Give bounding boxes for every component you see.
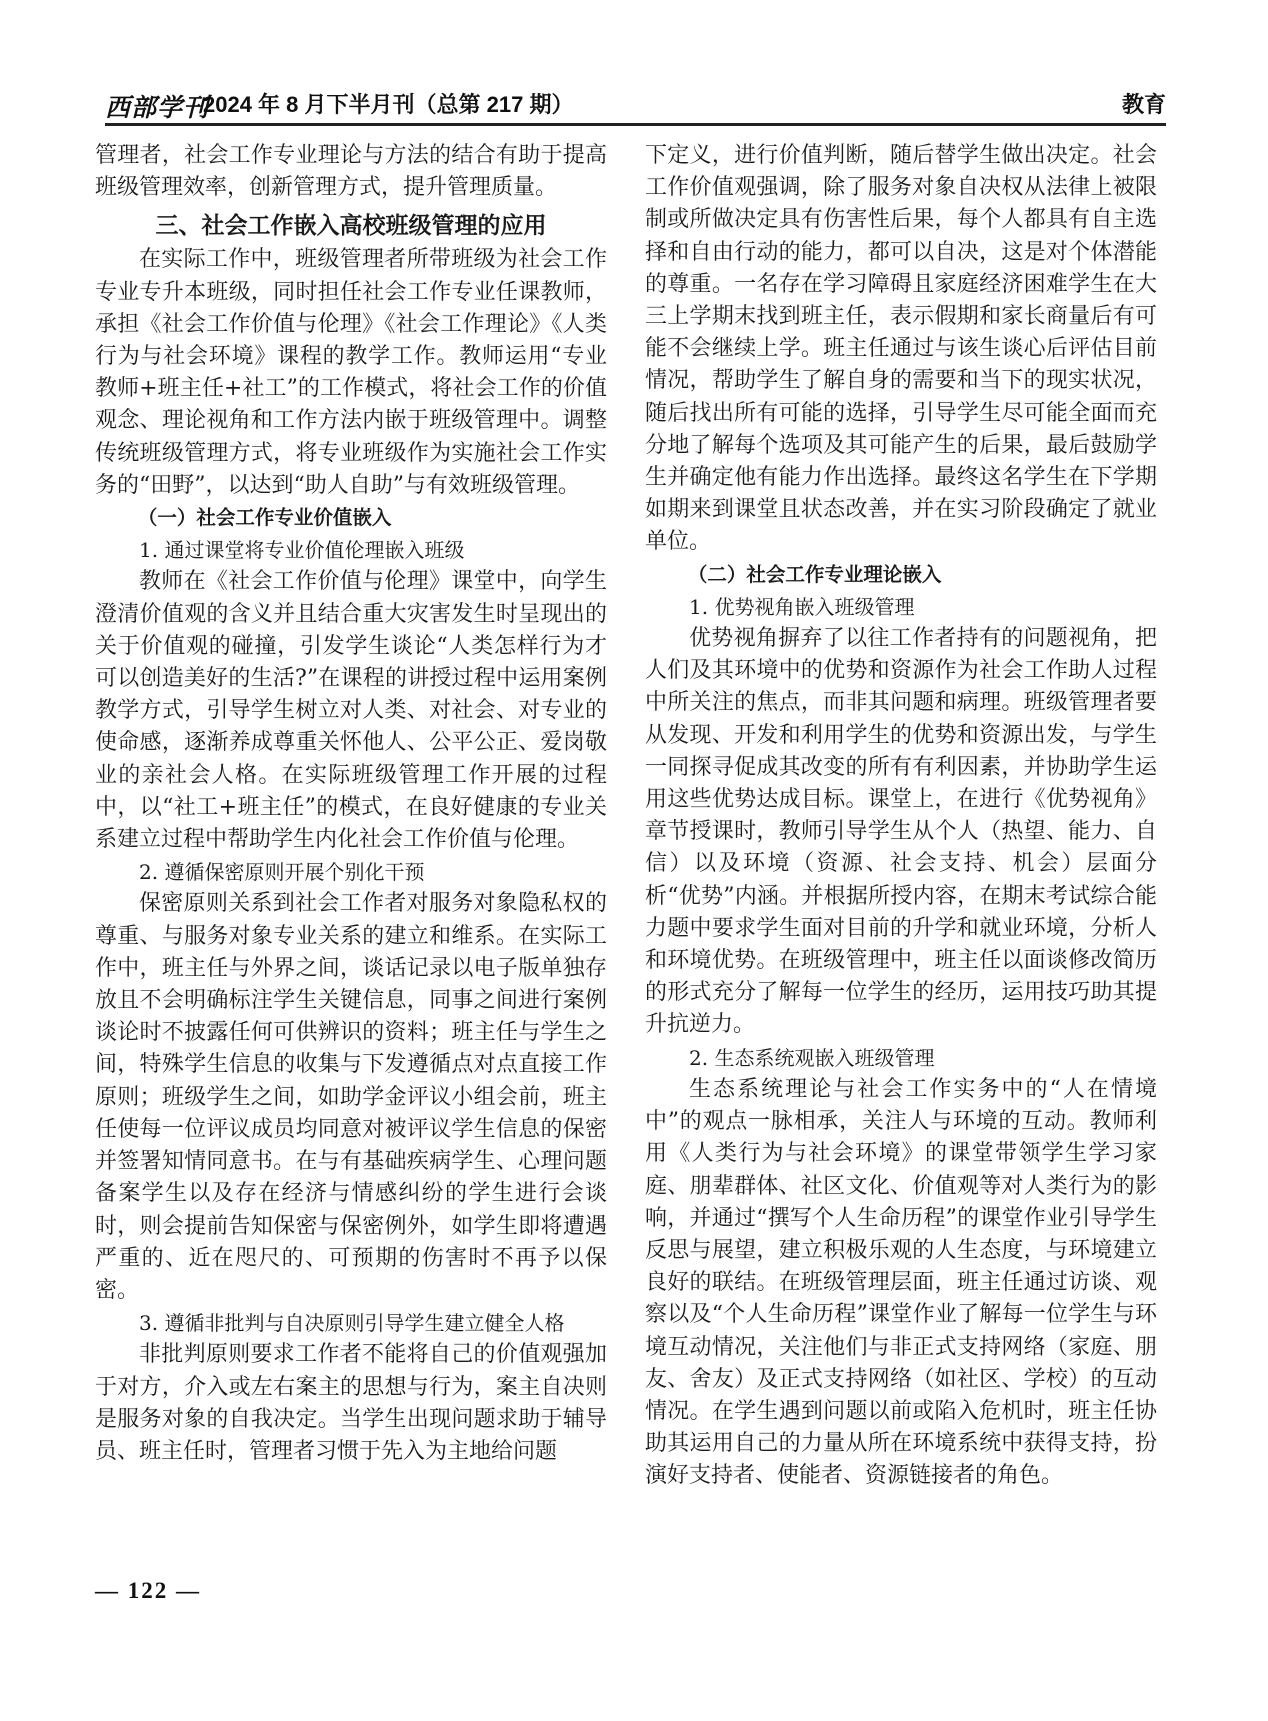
header-rule [105, 123, 1166, 126]
item-heading: 1. 优势视角嵌入班级管理 [689, 594, 915, 619]
paragraph: 下定义，进行价值判断，随后替学生做出决定。社会工作价值观强调，除了服务对象自决权从法律上被限制或所做决定具有伤害性后果，每个人都具有自主选择和自由行动的能力，都可以自决，这是对个体潜能的尊重。一名存在学习障碍且家庭经济困难学生在大三上学期末找到班主任，表示假期和家长商量后有可能不会继续上学。班主任通过与该生谈心后评估目前情况，帮助学生了解自身的需要和当下的现实状况，随后找出所有可能的选择，引导学生尽可能全面而充分地了解每个选项及其可能产生的后果，最后鼓励学生并确定他有能力作出选择。最终这名学生在下学期如期来到课堂且状态改善，并在实习阶段确定了就业单位。 [645, 143, 1157, 555]
paragraph: 非批判原则要求工作者不能将自己的价值观强加于对方，介入或左右案主的思想与行为，案主自决则是服务对象的自我决定。当学生出现问题求助于辅导员、班主任时，管理者习惯于先入为主地给问题 [95, 1342, 607, 1464]
item-heading: 1. 通过课堂将专业价值伦理嵌入班级 [139, 538, 465, 563]
subsection-heading: （二）社会工作专业理论嵌入 [687, 563, 942, 586]
paragraph: 优势视角摒弃了以往工作者持有的问题视角，把人们及其环境中的优势和资源作为社会工作助人过程中所关注的焦点，而非其问题和病理。班级管理者要从发现、开发和利用学生的优势和资源出发，与学生一同探寻促成其改变的所有有利因素，并协助学生运用这些优势达成目标。课堂上，在进行《优势视角》章节授课时，教师引导学生从个人（热望、能力、自信）以及环境（资源、社会支持、机会）层面分析“优势”内涵。并根据所授内容，在期末考试综合能力题中要求学生面对目前的升学和就业环境，分析人和环境优势。在班级管理中，班主任以面谈修改简历的形式充分了解每一位学生的经历，运用技巧助其提升抗逆力。 [645, 626, 1157, 1038]
item-heading: 3. 遵循非批判与自决原则引导学生建立健全人格 [139, 1311, 565, 1336]
paragraph: 管理者，社会工作专业理论与方法的结合有助于提高班级管理效率，创新管理方式，提升管理质量。 [95, 143, 607, 201]
page-header [105, 88, 1166, 122]
paragraph: 教师在《社会工作价值与伦理》课堂中，向学生澄清价值观的含义并且结合重大灾害发生时呈现出的关于价值观的碰撞，引发学生谈论“人类怎样行为才可以创造美好的生活?”在课程的讲授过程中运用案例教学方式，引导学生树立对人类、对社会、对专业的使命感，逐渐养成尊重关怀他人、公平公正、爱岗敬业的亲社会人格。在实际班级管理工作开展的过程中，以“社工+班主任”的模式，在良好健康的专业关系建立过程中帮助学生内化社会工作价值与伦理。 [95, 569, 607, 853]
right-column [645, 140, 1157, 1493]
page-number: — 122 — [95, 1578, 201, 1603]
paragraph: 生态系统理论与社会工作实务中的“人在情境中”的观点一脉相承，关注人与环境的互动。教师利用《人类行为与社会环境》的课堂带领学生学习家庭、朋辈群体、社区文化、价值观等对人类行为的影响，并通过“撰写个人生命历程”的课堂作业引导学生反思与展望，建立积极乐观的人生态度，与环境建立良好的联结。在班级管理层面，班主任通过访谈、观察以及“个人生命历程”课堂作业了解每一位学生与环境互动情况，关注他们与非正式支持网络（家庭、朋友、舍友）及正式支持网络（如社区、学校）的互动情况。在学生遇到问题以前或陷入危机时，班主任协助其运用自己的力量从所在环境系统中获得支持，扮演好支持者、使能者、资源链接者的角色。 [645, 1076, 1157, 1489]
left-column [95, 140, 607, 1468]
journal-logo: 西部学刊 [105, 93, 210, 122]
paragraph: 保密原则关系到社会工作者对服务对象隐私权的尊重、与服务对象专业关系的建立和维系。在实际工作中，班主任与外界之间，谈话记录以电子版单独存放且不会明确标注学生关键信息，同事之间进行案例谈论时不披露任何可供辨识的资料；班主任与学生之间，特殊学生信息的收集与下发遵循点对点直接工作原则；班级学生之间，如助学金评议小组会前，班主任使每一位评议成员均同意对被评议学生信息的保密并签署知情同意书。在与有基础疾病学生、心理问题备案学生以及存在经济与情感纠纷的学生进行会谈时，则会提前告知保密与保密例外，如学生即将遭遇严重的、近在咫尺的、可预期的伤害时不再予以保密。 [95, 891, 607, 1303]
paragraph: 在实际工作中，班级管理者所带班级为社会工作专业专升本班级，同时担任社会工作专业任课教师，承担《社会工作价值与伦理》《社会工作理论》《人类行为与社会环境》课程的教学工作。教师运用“专业教师+班主任+社工”的工作模式，将社会工作的价值观念、理论视角和工作方法内嵌于班级管理中。调整传统班级管理方式，将专业班级作为实施社会工作实务的“田野”，以达到“助人自助”与有效班级管理。 [95, 247, 607, 498]
section-heading: 三、社会工作嵌入高校班级管理的应用 [155, 212, 547, 239]
subsection-heading: （一）社会工作专业价值嵌入 [137, 507, 392, 530]
section-tag: 教育 [1121, 92, 1166, 117]
item-heading: 2. 生态系统观嵌入班级管理 [689, 1045, 935, 1070]
issue-info: 2024 年 8 月下半月刊（总第 217 期） [203, 92, 574, 117]
item-heading: 2. 遵循保密原则开展个别化干预 [139, 860, 425, 885]
